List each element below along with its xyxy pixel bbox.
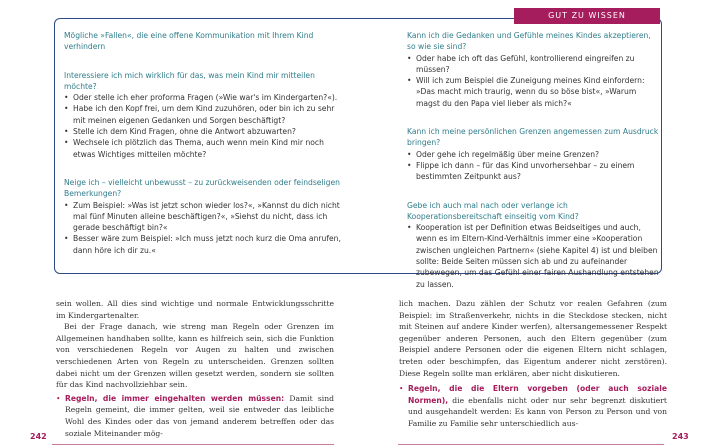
box-question: Gebe ich auch mal nach oder verlange ich Kooperationsbereitschaft einseitig vom Kind? (407, 200, 579, 221)
box-bullet: • Stelle ich dem Kind Fragen, ohne die Antwort abzuwarten? (64, 126, 342, 137)
bullet-dot-icon: • (399, 384, 404, 394)
box-bullet: • Flippe ich dann – für das Kind unvorhersehbar – zu einem bestimmten Zeitpunkt aus? (407, 160, 659, 183)
box-right-column (407, 30, 659, 298)
box-bullet: • Besser wäre zum Beispiel: »Ich muss jetzt noch kurz die Oma anrufen, dann höre ich dir zu.« (64, 233, 342, 256)
box-bullet: • Wechsele ich plötzlich das Thema, auch wenn mein Kind mir noch etwas Wichtiges mitteilen möchte? (64, 137, 342, 160)
box-bullet: • Oder habe ich oft das Gefühl, kontrollierend eingreifen zu müssen? (407, 53, 659, 76)
bullet-highlight: Regeln, die immer eingehalten werden müssen: (65, 393, 285, 403)
box-bullet: • Zum Beispiel: »Was ist jetzt schon wieder los?«, »Kannst du dich nicht mal fünf Minuten alleine beschäftigen?«, »Siehst du nicht, dass ich gerade beschäftigt bin?« (64, 200, 342, 234)
bullet-text: die ebenfalls nicht oder nur sehr begrenzt diskutiert und ausgehandelt werden: Es kann von Person zu Person und von Familie zu Familie sehr unterschiedlich aus- (408, 395, 667, 428)
bullet-text: Damit sind Regeln gemeint, die immer gelten, weil sie entweder das leibliche Wohl des Kindes oder das von jemand anderem betreffen oder das soziale Miteinander mög- (65, 393, 334, 438)
box-block (64, 30, 342, 53)
body-text-left (56, 298, 334, 439)
box-question: Interessiere ich mich wirklich für das, was mein Kind mir mitteilen möchte? (64, 70, 315, 91)
bullet-dot-icon: • (56, 393, 61, 403)
box-question: Kann ich meine persönlichen Grenzen angemessen zum Ausdruck bringen? (407, 127, 659, 148)
box-bullet: • Kooperation ist per Definition etwas Beidseitiges und auch, wenn es im Eltern-Kind-Verhältnis immer eine »Kooperation zwischen ungleichen Partnern« (siehe Kapitel 4) ist und bleiben sollte: Beide Seiten müssen sich ab und zu aufeinander zubewegen, um das Gefühl einer fairen Aushandlung entstehen zu lassen. (407, 222, 659, 290)
bullet-highlight: Regeln, die die Eltern vorgeben (oder auch soziale Normen), (408, 384, 667, 405)
box-bullet: • Habe ich den Kopf frei, um dem Kind zuzuhören, oder bin ich zu sehr mit meinen eigenen Gedanken und Sorgen beschäftigt? (64, 103, 342, 126)
body-bullet (56, 393, 334, 439)
box-bullet: • Oder stelle ich eher proforma Fragen (»Wie war's im Kindergarten?«). (64, 92, 342, 103)
footer-rule-left (52, 444, 334, 445)
box-left-column (64, 30, 342, 264)
body-paragraph: lich machen. Dazu zählen der Schutz vor realen Gefahren (zum Beispiel: im Straßenverkehr, nichts in die Steckdose stecken, nicht mit Steinen auf andere Kinder werfen), altersangemessener Respekt gegenüber anderen Personen, auch den Eltern gegenüber (zum Beispiel andere Personen oder die eigenen Eltern nicht schlagen, treten oder beschimpfen, das Eigentum anderer nicht zerstören). Diese Regeln sollte man erklären, aber nicht diskutieren. (399, 299, 667, 378)
box-question: Kann ich die Gedanken und Gefühle meines Kindes akzeptieren, so wie sie sind? (407, 31, 651, 52)
page-number-right: 243 (672, 432, 689, 441)
page-number-left: 242 (30, 432, 47, 441)
box-block (64, 70, 342, 160)
box-question: Neige ich – vielleicht unbewusst – zu zurückweisenden oder feindseligen Bemerkungen? (64, 177, 340, 199)
footer-rule-right (398, 444, 664, 445)
box-bullet: • Will ich zum Beispiel die Zuneigung meines Kind einfordern: »Das macht mich traurig, wenn du so böse bist«, »Warum magst du den Papa viel lieber als mich?« (407, 75, 659, 109)
box-block (407, 126, 659, 182)
box-block (64, 177, 342, 256)
box-bullet: • Oder gehe ich regelmäßig über meine Grenzen? (407, 149, 659, 160)
body-paragraph: sein wollen. All dies sind wichtige und normale Entwicklungsschritte im Kindergartenalter. (56, 299, 334, 320)
body-bullet (399, 383, 667, 429)
box-block (407, 200, 659, 290)
body-text-right (399, 298, 667, 430)
box-block (407, 30, 659, 109)
box-question: Mögliche »Fallen«, die eine offene Kommunikation mit Ihrem Kind verhindern (64, 31, 314, 52)
section-tag: GUT ZU WISSEN (514, 8, 660, 24)
body-paragraph: Bei der Frage danach, wie streng man Regeln oder Grenzen im Allgemeinen handhaben sollte, kann es hilfreich sein, sich die Funktion von verschiedenen Regeln vor Augen zu halten und zwischen verschiedenen Arten von Regeln zu unterscheiden. Grenzen sollten dabei nicht um der Grenzen willen gesetzt werden, sondern sie sollten für das Kind nachvollziehbar sein. (56, 322, 334, 390)
